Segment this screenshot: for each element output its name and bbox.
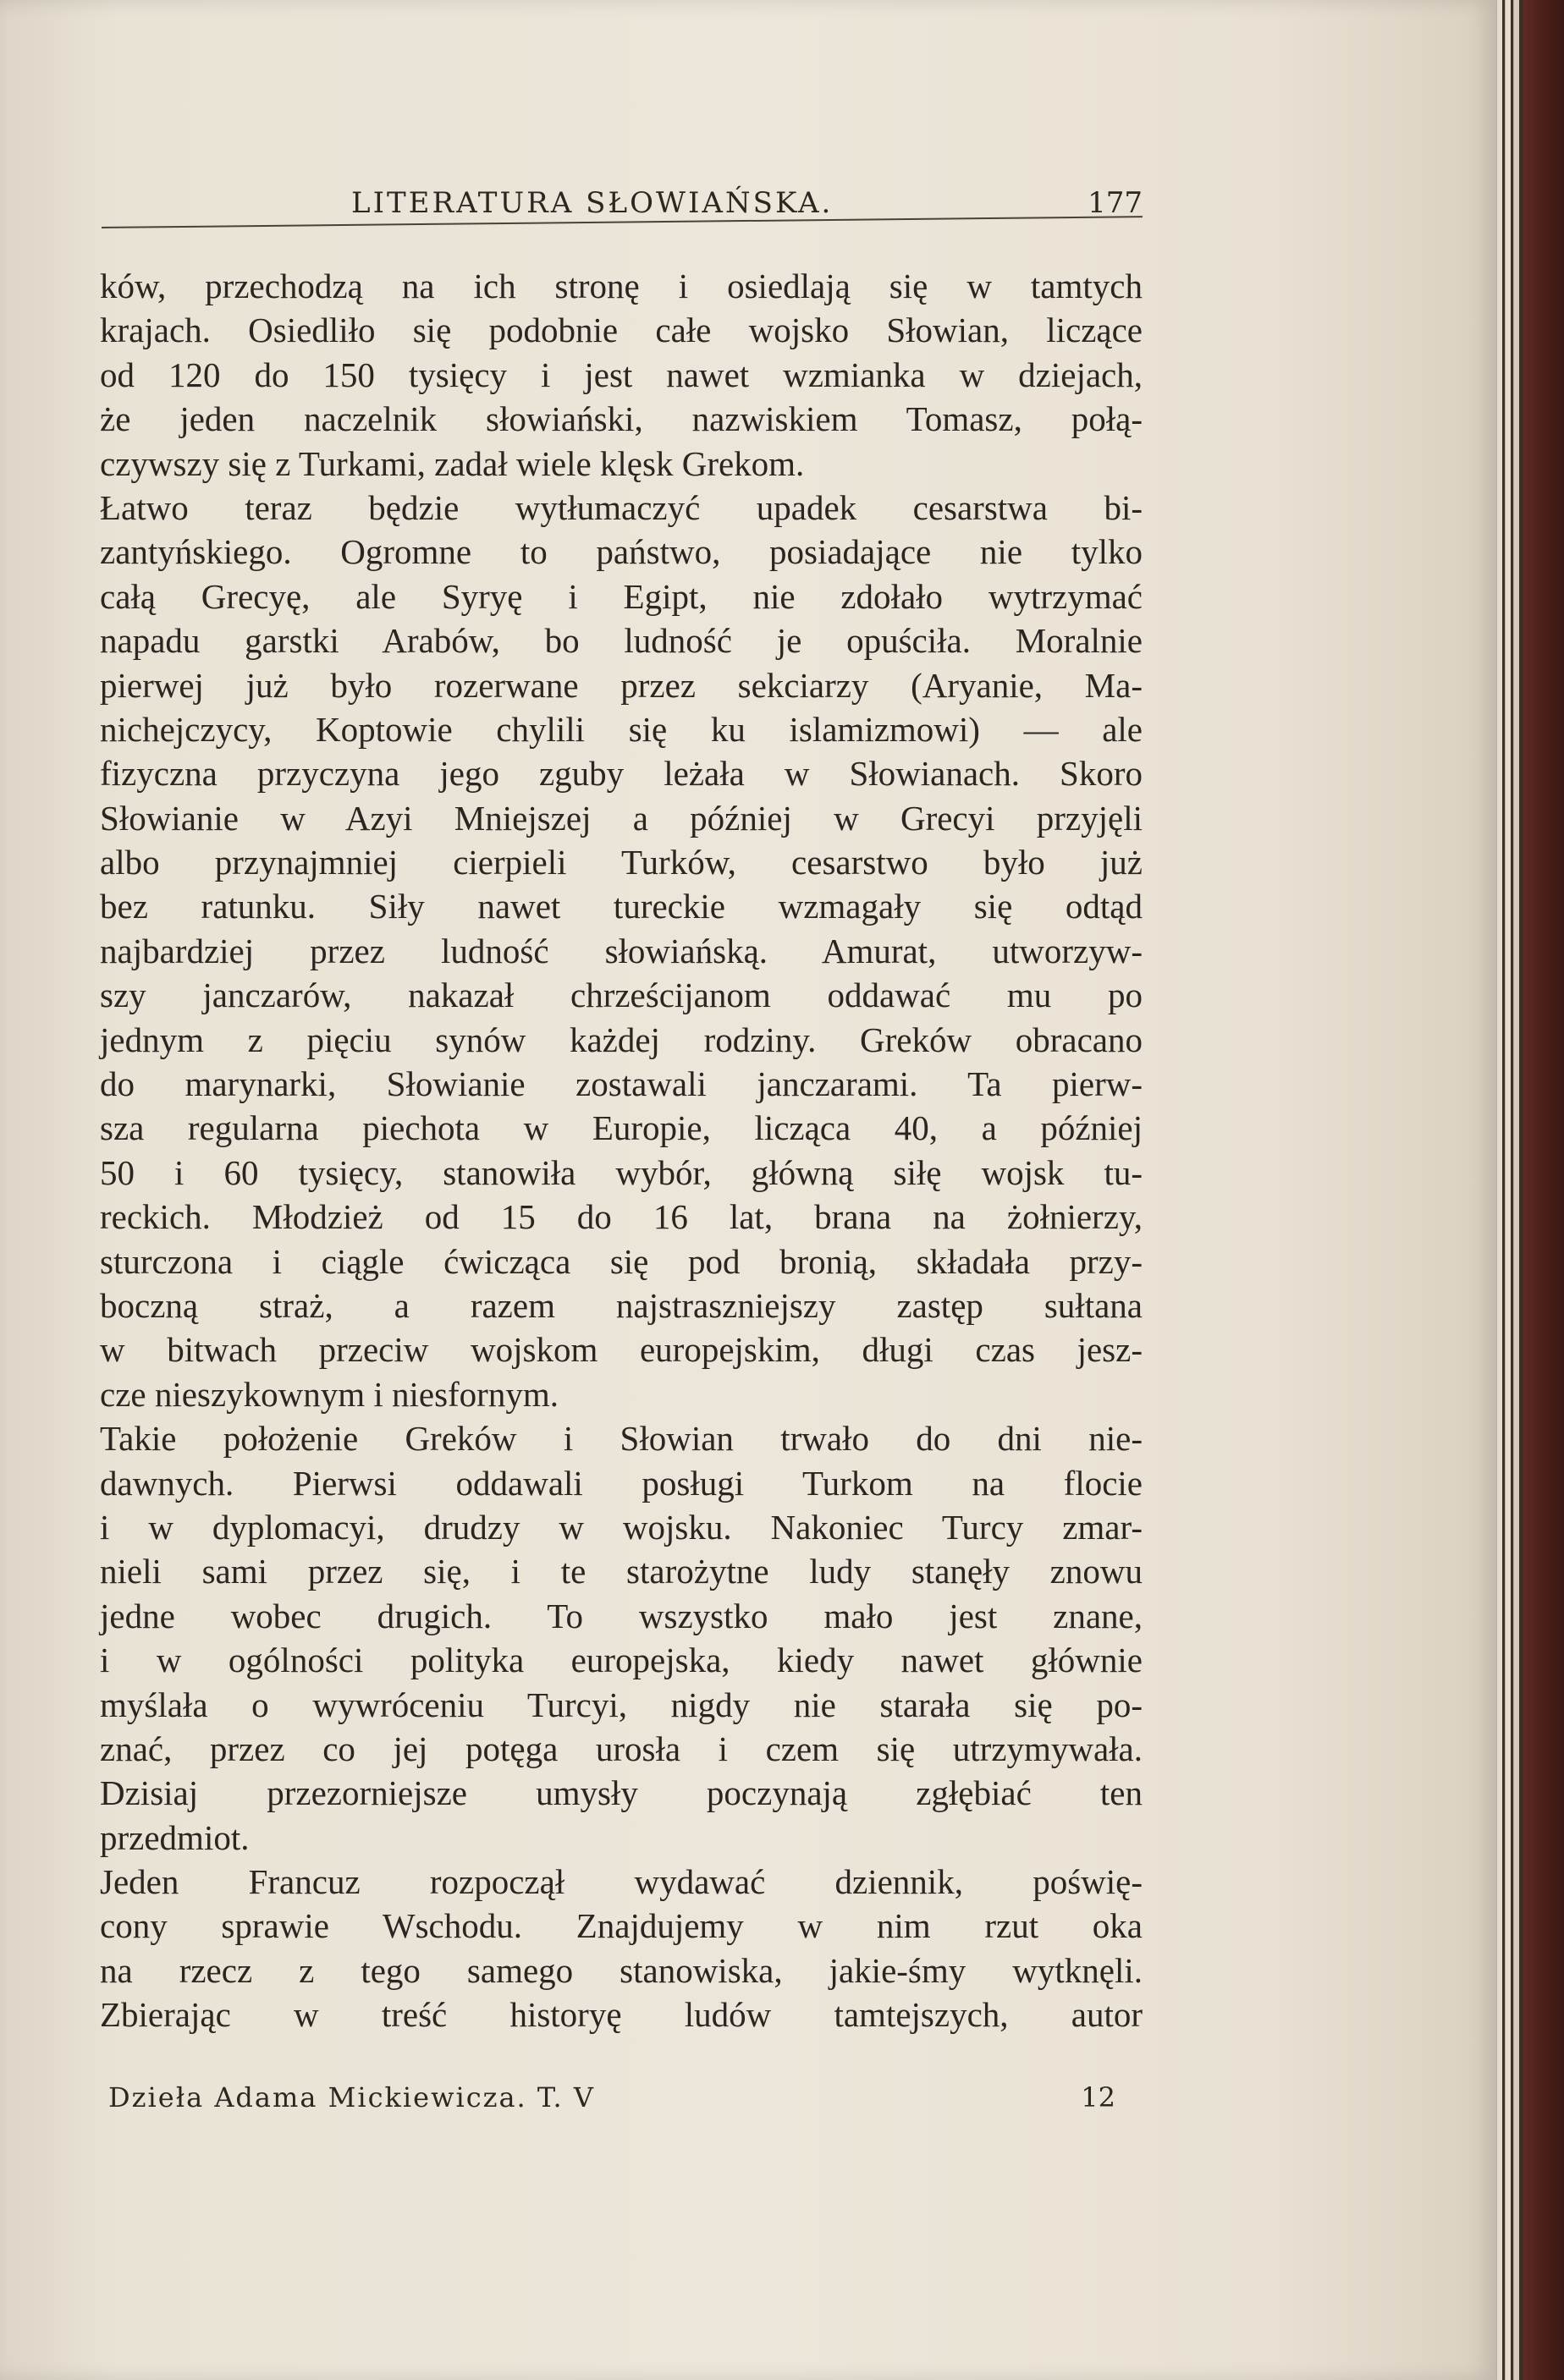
text-line: i w dyplomacyi, drudzy w wojsku. Nakoniec Turcy zmar- <box>100 1507 1143 1547</box>
text-line: Jeden Francuz rozpoczął wydawać dziennik, poświę- <box>100 1862 1143 1902</box>
page-edge <box>1496 0 1502 2380</box>
running-title: LITERATURA SŁOWIAŃSKA. <box>351 186 834 220</box>
text-line: Zbierając w treść historyę ludów tamtejszych, autor <box>100 1995 1143 2035</box>
text-line: ków, przechodzą na ich stronę i osiedlają się w tamtych <box>100 267 1143 305</box>
text-line: szy janczarów, nakazał chrześcijanom oddawać mu po <box>100 976 1143 1015</box>
text-line: fizyczna przyczyna jego zguby leżała w Słowianach. Skoro <box>100 754 1143 794</box>
text-line: że jeden naczelnik słowiański, nazwiskiem Tomasz, połą- <box>100 399 1143 439</box>
text-line: przedmiot. <box>100 1817 250 1857</box>
text-line: jedne wobec drugich. To wszystko mało jest znane, <box>100 1596 1143 1635</box>
text-line: najbardziej przez ludność słowiańską. Amurat, utworzyw- <box>100 931 1143 970</box>
text-line: cony sprawie Wschodu. Znajdujemy w nim rzut oka <box>100 1906 1143 1946</box>
text-line: reckich. Młodzież od 15 do 16 lat, brana na żołnierzy, <box>100 1197 1143 1237</box>
printer-signature: Dzieła Adama Mickiewicza. T. V <box>108 2081 595 2113</box>
text-line: bez ratunku. Siły nawet tureckie wzmagały się odtąd <box>100 887 1143 926</box>
text-line: na rzecz z tego samego stanowiska, jakie-śmy wytknęli. <box>100 1950 1143 1990</box>
text-line: sza regularna piechota w Europie, licząca 40, a później <box>100 1108 1143 1148</box>
sheet-number: 12 <box>1081 2081 1115 2113</box>
text-line: do marynarki, Słowianie zostawali janczarami. Ta pierw- <box>100 1064 1143 1104</box>
text-line: cze nieszykownym i niesfornym. <box>100 1374 559 1414</box>
text-line: w bitwach przeciw wojskom europejskim, długi czas jesz- <box>100 1330 1143 1370</box>
page-edge <box>1513 0 1519 2380</box>
text-line: jednym z pięciu synów każdej rodziny. Greków obracano <box>100 1020 1143 1059</box>
book-cover-edge <box>1523 0 1564 2380</box>
text-line: od 120 do 150 tysięcy i jest nawet wzmianka w dziejach, <box>100 355 1143 394</box>
page-footer <box>108 2081 1115 2124</box>
text-line: Takie położenie Greków i Słowian trwało do dni nie- <box>100 1419 1143 1459</box>
body-text <box>100 264 1143 2037</box>
text-line: nichejczycy, Koptowie chylili się ku islamizmowi) — ale <box>100 709 1143 749</box>
text-line: i w ogólności polityka europejska, kiedy nawet głównie <box>100 1641 1143 1680</box>
page-number: 177 <box>1088 186 1143 220</box>
text-line: albo przynajmniej cierpieli Turków, cesarstwo było już <box>100 843 1143 882</box>
text-line: Łatwo teraz będzie wytłumaczyć upadek cesarstwa bi- <box>100 487 1143 527</box>
text-line: Dzisiaj przezorniejsze umysły poczynają zgłębiać ten <box>100 1773 1143 1813</box>
text-line: napadu garstki Arabów, bo ludność je opuściła. Moralnie <box>100 621 1143 661</box>
text-line: znać, przez co jej potęga urosła i czem się utrzymywała. <box>100 1729 1143 1768</box>
text-line: zantyńskiego. Ogromne to państwo, posiadające nie tylko <box>100 532 1143 572</box>
text-line: krajach. Osiedliło się podobnie całe wojsko Słowian, liczące <box>100 311 1143 350</box>
text-line: Słowianie w Azyi Mniejszej a później w Grecyi przyjęli <box>100 798 1143 838</box>
text-line: nieli sami przez się, i te starożytne ludy stanęły znowu <box>100 1552 1143 1591</box>
text-line: myślała o wywróceniu Turcyi, nigdy nie starała się po- <box>100 1685 1143 1724</box>
text-line: sturczona i ciągle ćwicząca się pod bronią, składała przy- <box>100 1241 1143 1281</box>
text-line: 50 i 60 tysięcy, stanowiła wybór, główną siłę wojsk tu- <box>100 1152 1143 1192</box>
text-line: całą Grecyę, ale Syryę i Egipt, nie zdołało wytrzymać <box>100 576 1143 616</box>
text-line: dawnych. Pierwsi oddawali posługi Turkom na flocie <box>100 1463 1143 1503</box>
text-line: czywszy się z Turkami, zadał wiele klęsk Grekom. <box>100 443 805 483</box>
page-edge <box>1505 0 1511 2380</box>
text-line: pierwej już było rozerwane przez sekciarzy (Aryanie, Ma- <box>100 665 1143 705</box>
text-line: boczną straż, a razem najstraszniejszy zastęp sułtana <box>100 1285 1143 1325</box>
